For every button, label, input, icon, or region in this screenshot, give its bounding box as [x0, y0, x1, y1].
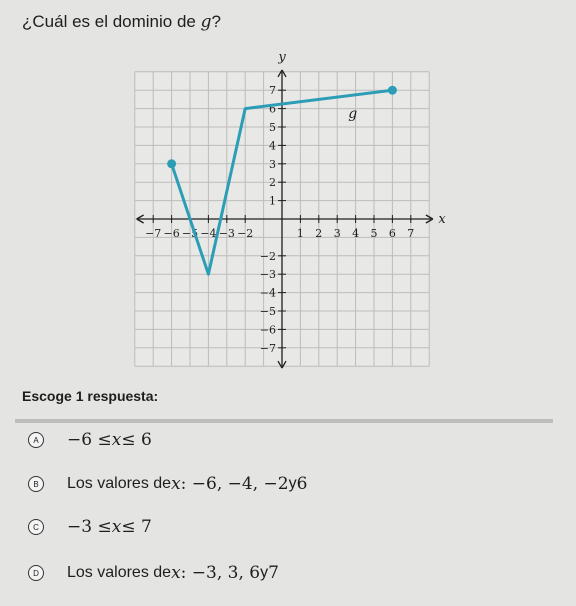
x-tick-label: −7	[145, 227, 162, 240]
y-tick-label: 3	[269, 157, 276, 171]
question-variable: g	[200, 12, 212, 32]
option-radio-badge[interactable]: C	[28, 519, 44, 535]
x-tick-label: 2	[315, 227, 323, 240]
x-tick-label: 6	[388, 227, 396, 240]
option-math: ≤ 7	[121, 517, 152, 537]
option-math: ≤ 6	[121, 430, 152, 450]
option-math: : −3, 3, 6	[180, 563, 261, 583]
option-text: Los valores de	[67, 564, 172, 581]
option-d[interactable]	[28, 560, 548, 586]
y-tick-label: −3	[259, 268, 276, 282]
question-suffix: ?	[211, 12, 221, 31]
option-math: 7	[268, 563, 279, 583]
x-tick-label: −4	[200, 227, 217, 240]
y-tick-label: 5	[269, 121, 276, 134]
answer-prompt: Escoge 1 respuesta:	[22, 388, 159, 404]
option-math: 6	[296, 474, 308, 494]
option-a[interactable]	[28, 427, 548, 453]
option-math: −6 ≤	[67, 430, 112, 450]
x-tick-label: 5	[370, 227, 378, 240]
y-tick-label: 1	[269, 194, 276, 208]
x-axis-label: x	[438, 212, 446, 227]
option-text: Los valores de	[67, 475, 172, 492]
option-c[interactable]	[28, 514, 548, 540]
option-b[interactable]	[28, 471, 548, 497]
y-axis-label: y	[278, 49, 286, 65]
option-radio-badge[interactable]: D	[28, 565, 44, 581]
option-variable: x	[111, 517, 122, 537]
option-radio-badge[interactable]: A	[28, 432, 44, 448]
y-tick-label: 7	[269, 84, 276, 98]
y-tick-label: −7	[259, 341, 276, 355]
question-prefix: ¿Cuál es el dominio de	[22, 12, 201, 31]
x-tick-label: −3	[218, 227, 235, 240]
function-label: g	[348, 105, 358, 122]
endpoint-dot	[388, 86, 397, 95]
x-tick-label: −2	[237, 227, 254, 240]
y-tick-label: 6	[269, 102, 276, 116]
divider	[15, 419, 553, 423]
x-tick-label: 4	[352, 227, 360, 240]
option-math: −3 ≤	[67, 517, 112, 537]
y-tick-label: −5	[259, 305, 276, 318]
y-tick-label: −2	[259, 249, 276, 263]
option-radio-badge[interactable]: B	[28, 476, 44, 492]
endpoint-dot	[167, 159, 176, 168]
y-tick-label: −4	[259, 286, 276, 300]
option-text: y	[260, 564, 269, 581]
option-variable: x	[171, 563, 181, 583]
y-tick-label: −6	[259, 323, 276, 337]
option-text: y	[288, 475, 297, 492]
x-tick-label: −6	[163, 227, 180, 240]
option-variable: x	[171, 474, 181, 494]
option-math: : −6, −4, −2	[180, 474, 289, 494]
option-variable: x	[111, 430, 122, 450]
x-tick-label: 1	[296, 227, 304, 240]
x-tick-label: 7	[407, 227, 415, 240]
y-tick-label: 2	[269, 176, 276, 190]
y-tick-label: 4	[269, 139, 276, 153]
x-tick-label: −5	[181, 227, 199, 240]
x-tick-label: 3	[333, 227, 341, 240]
